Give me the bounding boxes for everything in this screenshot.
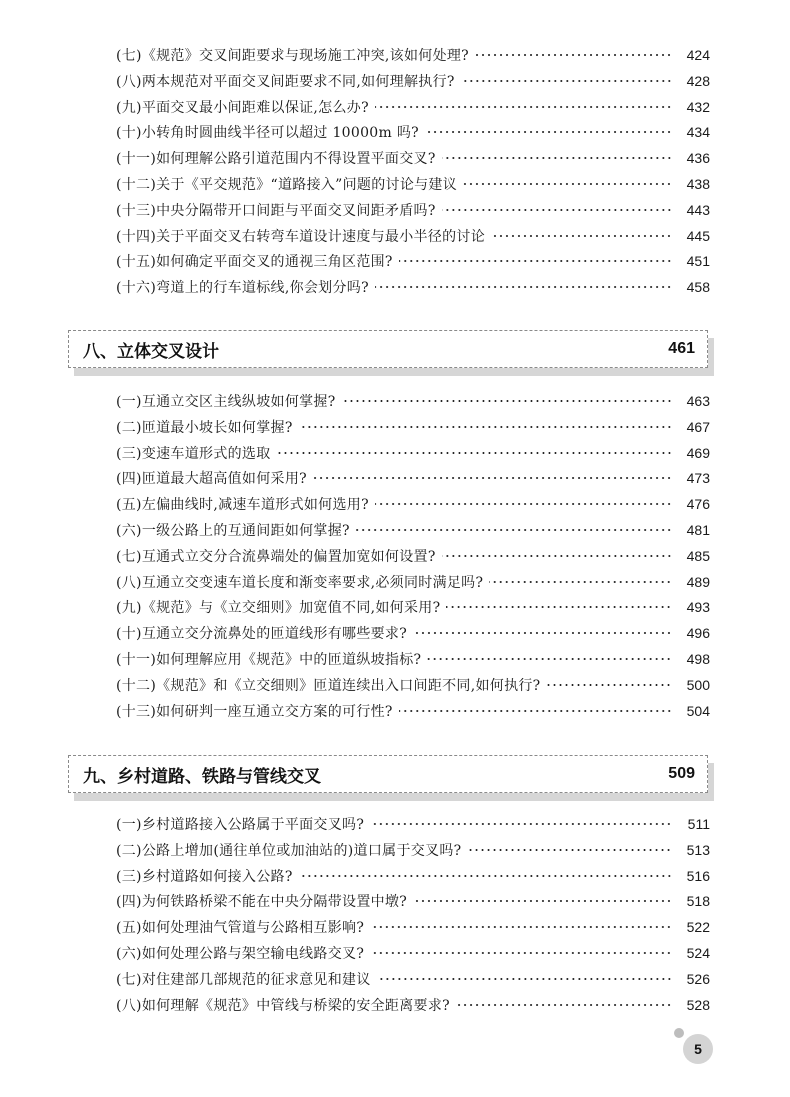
toc-entry-page: 493 xyxy=(686,599,710,616)
page-number: 5 xyxy=(694,1041,702,1057)
toc-entry-title: (十)小转角时圆曲线半径可以超过 10000m 吗? xyxy=(116,125,419,142)
toc-entry-page: 451 xyxy=(686,253,710,270)
dot-leader xyxy=(375,503,672,505)
toc-entry-title: (九)平面交叉最小间距难以保证,怎么办? xyxy=(116,99,369,116)
decorative-dot xyxy=(674,1028,684,1038)
toc-entry-title: (三)变速车道形式的选取 xyxy=(116,445,271,462)
toc-entry-page: 504 xyxy=(686,702,710,719)
toc-entry-title: (六)一级公路上的互通间距如何掌握? xyxy=(116,523,350,539)
toc-entry[interactable] xyxy=(116,491,710,517)
toc-entry[interactable] xyxy=(116,863,710,889)
toc-entry[interactable] xyxy=(116,914,710,940)
dot-leader xyxy=(461,80,672,82)
toc-entry[interactable] xyxy=(116,68,710,94)
dot-leader xyxy=(370,823,672,825)
toc-entry-page: 524 xyxy=(686,945,710,961)
toc-entry-page: 438 xyxy=(686,176,710,192)
toc-entry-page: 467 xyxy=(686,418,710,435)
toc-entry-page: 445 xyxy=(686,227,710,244)
toc-entry-title: (十六)弯道上的行车道标线,你会划分吗? xyxy=(116,280,369,297)
toc-entry-page: 473 xyxy=(686,470,710,487)
toc-entry-page: 469 xyxy=(686,444,710,461)
toc-entry-title: (十)互通立交分流鼻处的匝道线形有哪些要求? xyxy=(116,626,408,643)
toc-entry[interactable] xyxy=(116,620,710,646)
page-number-badge xyxy=(683,1034,713,1064)
toc-entry[interactable] xyxy=(116,42,710,68)
toc-entry-title: (十三)中央分隔带开口间距与平面交叉间距矛盾吗? xyxy=(116,202,436,219)
toc-entry[interactable] xyxy=(116,940,710,966)
toc-entry-page: 432 xyxy=(686,98,710,115)
dot-leader xyxy=(375,106,672,108)
toc-entry-page: 481 xyxy=(686,522,710,538)
section-header-8 xyxy=(0,330,790,380)
toc-entry-title: (九)《规范》与《立交细则》加宽值不同,如何采用? xyxy=(116,600,441,617)
dot-leader xyxy=(299,426,672,428)
toc-entry[interactable] xyxy=(116,888,710,914)
section-header-9 xyxy=(0,755,790,805)
toc-entry[interactable] xyxy=(116,94,710,120)
dot-leader xyxy=(377,978,672,980)
toc-entry-title: (三)乡村道路如何接入公路? xyxy=(116,868,293,885)
toc-entry-title: (十二)《规范》和《立交细则》匝道连续出入口间距不同,如何执行? xyxy=(116,677,541,694)
section-page: 509 xyxy=(668,765,695,782)
section-box xyxy=(68,330,708,368)
toc-entry-page: 489 xyxy=(686,573,710,590)
toc-entry-page: 516 xyxy=(686,867,710,884)
dot-leader xyxy=(370,926,672,928)
section-box xyxy=(68,755,708,793)
dot-leader xyxy=(342,400,672,402)
toc-entry-page: 434 xyxy=(686,124,710,141)
dot-leader xyxy=(399,260,672,262)
toc-entry-title: (十三)如何研判一座互通立交方案的可行性? xyxy=(116,703,393,720)
dot-leader xyxy=(425,131,672,133)
toc-entry-page: 485 xyxy=(686,547,710,564)
dot-leader xyxy=(375,286,672,288)
dot-leader xyxy=(456,1004,672,1006)
toc-entry[interactable] xyxy=(116,646,710,672)
toc-entry-page: 528 xyxy=(686,996,710,1013)
toc-entry[interactable] xyxy=(116,966,710,992)
dot-leader xyxy=(413,900,672,902)
toc-entry[interactable] xyxy=(116,837,710,863)
section-title: 八、立体交叉设计 xyxy=(83,341,219,362)
toc-entry-page: 436 xyxy=(686,150,710,167)
toc-entry[interactable] xyxy=(116,811,710,837)
toc-entry[interactable] xyxy=(116,197,710,223)
dot-leader xyxy=(413,632,672,634)
toc-entry-title: (二)公路上增加(通往单位或加油站的)道口属于交叉吗? xyxy=(116,842,462,859)
dot-leader xyxy=(299,875,672,877)
toc-entry[interactable] xyxy=(116,992,710,1018)
toc-entry-page: 463 xyxy=(686,393,710,409)
toc-entry[interactable] xyxy=(116,594,710,620)
section-page: 461 xyxy=(668,340,695,357)
toc-entry[interactable] xyxy=(116,698,710,724)
toc-entry-page: 522 xyxy=(686,919,710,936)
dot-leader xyxy=(446,606,672,608)
toc-entry-page: 513 xyxy=(686,841,710,858)
dot-leader xyxy=(277,452,672,454)
toc-entry[interactable] xyxy=(116,119,710,145)
toc-entry-title: (十四)关于平面交叉右转弯车道设计速度与最小半径的讨论 xyxy=(116,228,486,245)
toc-entry[interactable] xyxy=(116,543,710,569)
toc-entry-title: (十五)如何确定平面交叉的通视三角区范围? xyxy=(116,254,393,271)
dot-leader xyxy=(442,555,672,557)
toc-entry[interactable] xyxy=(116,569,710,595)
dot-leader xyxy=(546,684,672,686)
toc-entry-title: (一)互通立交区主线纵坡如何掌握? xyxy=(116,394,336,410)
toc-entry-title: (二)匝道最小坡长如何掌握? xyxy=(116,419,293,436)
toc-entry-title: (十二)关于《平交规范》“道路接入”问题的讨论与建议 xyxy=(116,177,458,193)
toc-entry[interactable] xyxy=(116,517,710,543)
dot-leader xyxy=(475,54,672,56)
dot-leader xyxy=(442,157,672,159)
toc-entry-title: (四)为何铁路桥梁不能在中央分隔带设置中墩? xyxy=(116,894,408,911)
toc-entry-title: (十一)如何理解公路引道范围内不得设置平面交叉? xyxy=(116,151,436,168)
dot-leader xyxy=(427,658,672,660)
toc-entry-page: 500 xyxy=(686,676,710,693)
dot-leader xyxy=(491,235,672,237)
toc-entry-title: (八)互通立交变速车道长度和渐变率要求,必须同时满足吗? xyxy=(116,574,484,591)
dot-leader xyxy=(442,209,672,211)
toc-entry[interactable] xyxy=(116,440,710,466)
toc-entry-page: 428 xyxy=(686,72,710,89)
toc-entry-page: 496 xyxy=(686,625,710,642)
toc-entry-page: 511 xyxy=(687,816,710,832)
dot-leader xyxy=(356,529,672,531)
toc-entry-page: 424 xyxy=(686,47,710,63)
dot-leader xyxy=(313,477,672,479)
toc-entry-title: (八)两本规范对平面交叉间距要求不同,如何理解执行? xyxy=(116,73,455,90)
dot-leader xyxy=(370,952,672,954)
toc-entry[interactable] xyxy=(116,223,710,249)
toc-entry-title: (十一)如何理解应用《规范》中的匝道纵坡指标? xyxy=(116,652,422,668)
toc-entry[interactable] xyxy=(116,248,710,274)
toc-entry-title: (七)对住建部几部规范的征求意见和建议 xyxy=(116,971,371,988)
toc-entry-page: 518 xyxy=(686,893,710,910)
section-title: 九、乡村道路、铁路与管线交叉 xyxy=(83,766,321,787)
toc-entry[interactable] xyxy=(116,171,710,197)
toc-entry-title: (六)如何处理公路与架空输电线路交叉? xyxy=(116,946,365,962)
toc-entry[interactable] xyxy=(116,274,710,300)
toc-entry[interactable] xyxy=(116,672,710,698)
dot-leader xyxy=(489,581,672,583)
toc-entry[interactable] xyxy=(116,145,710,171)
dot-leader xyxy=(463,183,672,185)
toc-entry-title: (五)如何处理油气管道与公路相互影响? xyxy=(116,920,365,937)
toc-entry-page: 443 xyxy=(686,201,710,218)
dot-leader xyxy=(467,849,672,851)
toc-entry[interactable] xyxy=(116,465,710,491)
toc-entry-title: (七)互通式立交分合流鼻端处的偏置加宽如何设置? xyxy=(116,548,436,565)
toc-entry-title: (五)左偏曲线时,减速车道形式如何选用? xyxy=(116,497,369,514)
toc-entry-page: 526 xyxy=(686,970,710,987)
toc-entry-page: 476 xyxy=(686,496,710,513)
dot-leader xyxy=(399,710,672,712)
toc-entry[interactable] xyxy=(116,414,710,440)
toc-entry-page: 458 xyxy=(686,279,710,296)
toc-entry-title: (一)乡村道路接入公路属于平面交叉吗? xyxy=(116,817,365,833)
toc-entry-title: (八)如何理解《规范》中管线与桥梁的安全距离要求? xyxy=(116,997,450,1014)
toc-entry-page: 498 xyxy=(686,651,710,667)
toc-entry-title: (七)《规范》交叉间距要求与现场施工冲突,该如何处理? xyxy=(116,48,469,64)
toc-entry[interactable] xyxy=(116,388,710,414)
toc-entry-title: (四)匝道最大超高值如何采用? xyxy=(116,471,307,488)
